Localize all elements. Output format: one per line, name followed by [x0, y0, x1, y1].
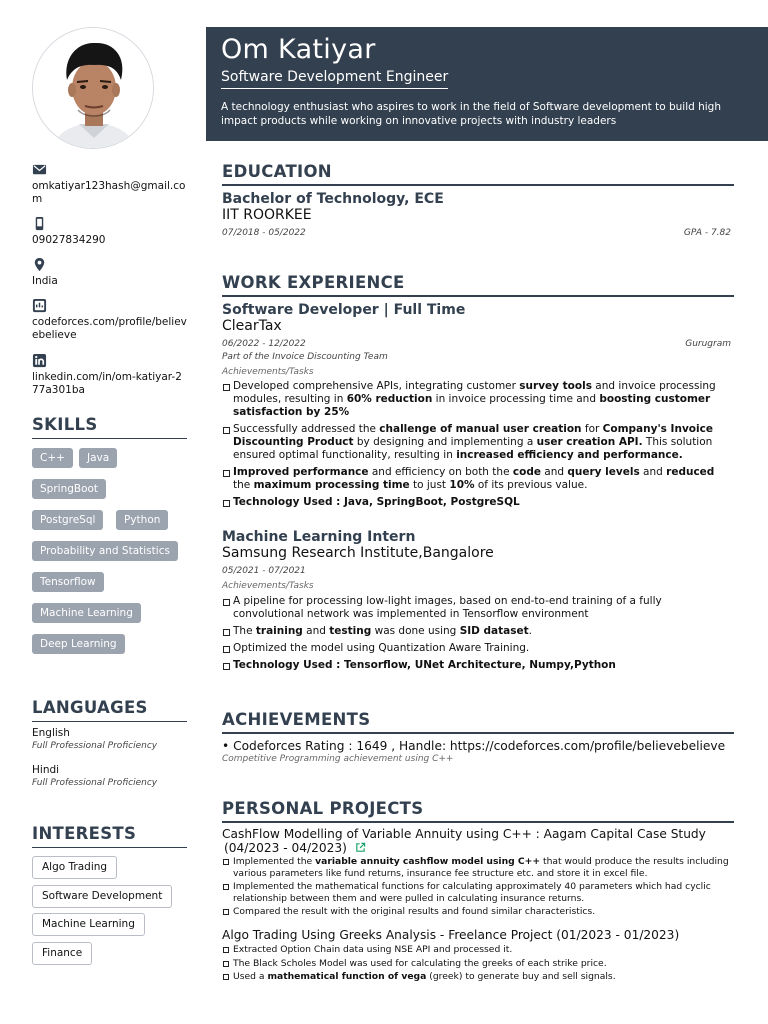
- codeforces-link[interactable]: codeforces.com/profile/believebelieve: [32, 316, 187, 341]
- bullet-item: The Black Scholes Model was used for calculating the greeks of each strike price.: [222, 958, 734, 970]
- bullet-item: Compared the result with the original results and found similar characteristics.: [222, 906, 734, 918]
- school-name: IIT ROORKEE: [222, 207, 312, 223]
- education-dates: 07/2018 - 05/2022: [222, 228, 306, 238]
- bullet-item: Optimized the model using Quantization Aware Training.: [222, 642, 734, 655]
- achievement-item: • Codeforces Rating : 1649 , Handle: https://codeforces.com/profile/believebelieve: [222, 739, 726, 753]
- phone-icon: [32, 216, 47, 231]
- skill-tag: Deep Learning: [32, 634, 125, 654]
- job-dates: 06/2022 - 12/2022: [222, 339, 306, 349]
- job-dates: 05/2021 - 07/2021: [222, 566, 306, 576]
- contact-linkedin: [32, 353, 188, 397]
- job-bullets: [222, 595, 734, 672]
- interest-tag: Software Development: [32, 885, 172, 908]
- achievement-note: Competitive Programming achievement using C++: [222, 754, 454, 764]
- email-icon: [32, 162, 47, 177]
- linkedin-icon: [32, 353, 47, 368]
- skill-tag: Python: [116, 510, 168, 530]
- skill-tag: Machine Learning: [32, 603, 141, 623]
- achievements-heading: ACHIEVEMENTS: [222, 710, 734, 734]
- bullet-item: Implemented the mathematical functions for calculating approximately 40 parameters which had cyclic relationship between them and were pulled in calculating insurance returns.: [222, 881, 734, 904]
- language-level: Full Professional Proficiency: [32, 778, 158, 788]
- job-title: Software Developer | Full Time: [222, 302, 466, 318]
- job-bullets: [222, 380, 734, 509]
- skill-tag: SpringBoot: [32, 479, 106, 499]
- profile-summary: A technology enthusiast who aspires to work in the field of Software development to build high impact products while working on innovative projects with industry leaders: [221, 101, 722, 127]
- projects-heading: PERSONAL PROJECTS: [222, 799, 734, 823]
- candidate-role: Software Development Engineer: [221, 69, 448, 89]
- bullet-item: Improved performance and efficiency on both the code and query levels and reduced the maximum processing time to just 10% of its previous value.: [222, 466, 734, 492]
- job-company: Samsung Research Institute,Bangalore: [222, 545, 494, 561]
- external-link-icon[interactable]: [355, 842, 366, 853]
- skill-tag: C++: [32, 448, 73, 468]
- education-gpa: GPA - 7.82: [683, 228, 731, 238]
- language-level: Full Professional Proficiency: [32, 741, 158, 751]
- contact-location: [32, 257, 188, 288]
- bullet-item: Used a mathematical function of vega (greek) to generate buy and sell signals.: [222, 971, 734, 983]
- interest-tag: Finance: [32, 942, 92, 965]
- linkedin-link[interactable]: linkedin.com/in/om-katiyar-277a301ba: [32, 371, 182, 396]
- bullet-item: Technology Used : Tensorflow, UNet Architecture, Numpy,Python: [222, 659, 734, 672]
- candidate-name: Om Katiyar: [221, 34, 376, 65]
- profile-header: [206, 27, 768, 141]
- contact-email: [32, 162, 188, 206]
- bullet-item: Developed comprehensive APIs, integrating customer survey tools and invoice processing modules, resulting in 60% reduction in invoice processing time and boosting customer satisfaction by 25%: [222, 380, 734, 419]
- interests-heading: INTERESTS: [32, 824, 187, 848]
- profile-photo: [32, 27, 154, 149]
- job-team: Part of the Invoice Discounting Team: [222, 352, 388, 362]
- interest-tag: Algo Trading: [32, 856, 117, 879]
- education-heading: EDUCATION: [222, 162, 734, 186]
- skill-tag: Probability and Statistics: [32, 541, 178, 561]
- location-text: India: [32, 275, 58, 287]
- interest-tag: Machine Learning: [32, 913, 145, 936]
- languages-heading: LANGUAGES: [32, 698, 187, 722]
- project-dates: [224, 841, 366, 855]
- email-text[interactable]: omkatiyar123hash@gmail.com: [32, 180, 186, 205]
- skills-heading: SKILLS: [32, 415, 187, 439]
- bullet-item: Extracted Option Chain data using NSE API and processed it.: [222, 944, 734, 956]
- tasks-label: Achievements/Tasks: [222, 367, 314, 377]
- job-company: ClearTax: [222, 318, 282, 334]
- portrait-image: [33, 28, 154, 149]
- codeforces-icon: [32, 298, 47, 313]
- location-icon: [32, 257, 47, 272]
- tasks-label: Achievements/Tasks: [222, 581, 314, 591]
- contact-codeforces: [32, 298, 188, 342]
- bullet-item: The training and testing was done using SID dataset.: [222, 625, 734, 638]
- skill-tag: PostgreSql: [32, 510, 103, 530]
- project-bullets: [222, 856, 734, 918]
- bullet-item: A pipeline for processing low-light images, based on end-to-end training of a fully convolutional network was implemented in Tensorflow environment: [222, 595, 734, 621]
- contact-phone: [32, 216, 188, 247]
- job-location: Gurugram: [685, 339, 731, 349]
- bullet-item: Technology Used : Java, SpringBoot, PostgreSQL: [222, 496, 734, 509]
- project-title: CashFlow Modelling of Variable Annuity using C++ : Aagam Capital Case Study: [222, 827, 706, 841]
- job-title: Machine Learning Intern: [222, 529, 416, 545]
- project-title: Algo Trading Using Greeks Analysis - Freelance Project (01/2023 - 01/2023): [222, 928, 680, 942]
- bullet-item: Implemented the variable annuity cashflow model using C++ that would produce the results including various parameters like fund returns, insurance fee structure etc. and store it in excel file.: [222, 856, 734, 879]
- work-heading: WORK EXPERIENCE: [222, 273, 734, 297]
- degree-title: Bachelor of Technology, ECE: [222, 191, 444, 207]
- skill-tag: Tensorflow: [32, 572, 104, 592]
- language-name: English: [32, 727, 70, 739]
- skill-tag: Java: [79, 448, 117, 468]
- phone-text: 09027834290: [32, 234, 106, 246]
- language-name: Hindi: [32, 764, 60, 776]
- bullet-item: Successfully addressed the challenge of manual user creation for Company's Invoice Discounting Product by designing and implementing a user creation API. This solution ensured optimal functionality, resulting in increased efficiency and performance.: [222, 423, 734, 462]
- project-bullets: [222, 944, 734, 983]
- project-dates-text: (04/2023 - 04/2023): [224, 841, 347, 855]
